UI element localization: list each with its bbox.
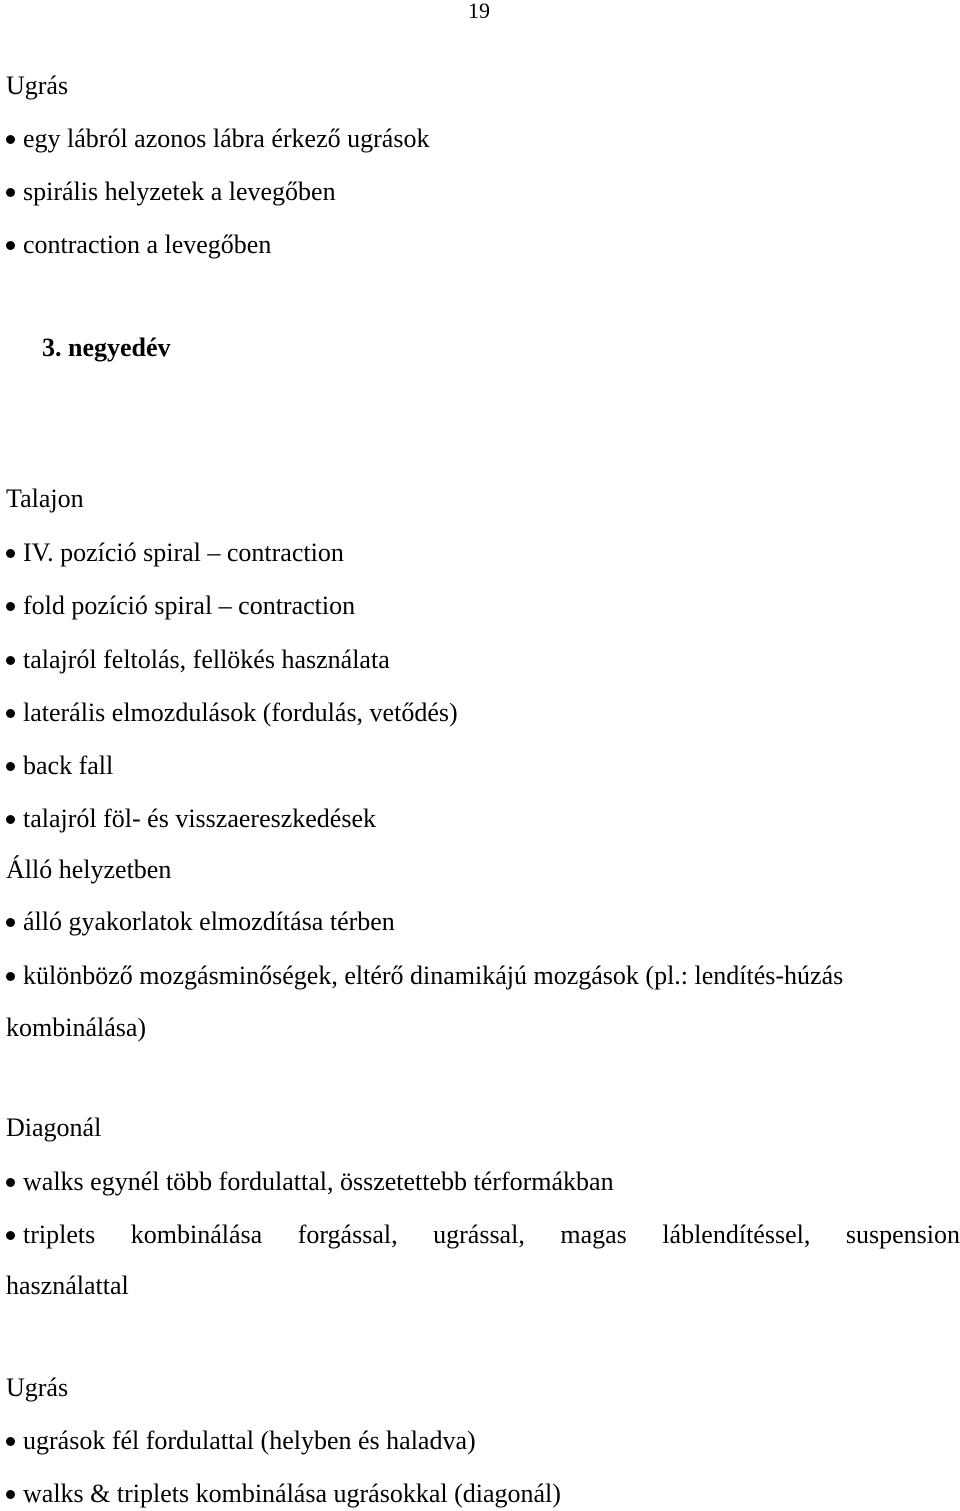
list-item-text: laterális elmozdulások (fordulás, vetődés) [23, 698, 458, 727]
list-item-text: talajról föl- és visszaereszkedések [23, 804, 377, 833]
list-item [6, 907, 395, 937]
list-item-text: walks & triplets kombinálása ugrásokkal (diagonál) [23, 1479, 561, 1508]
list-item [6, 751, 113, 781]
list-item [6, 124, 429, 154]
list-item-text: ugrások fél fordulattal (helyben és haladva) [23, 1426, 476, 1455]
list-item-text: spirális helyzetek a levegőben [23, 177, 336, 206]
quarter-heading: 3. negyedév [42, 333, 171, 362]
list-item-continuation: kombinálása) [6, 1013, 147, 1042]
list-item-text: back fall [23, 751, 114, 780]
list-item-text: álló gyakorlatok elmozdítása térben [23, 907, 395, 936]
page-number: 19 [468, 0, 490, 23]
list-item [6, 1426, 476, 1456]
list-item [6, 538, 344, 568]
section-heading-diagonal: Diagonál [6, 1113, 102, 1142]
list-item [6, 230, 271, 260]
list-item-text: egy lábról azonos lábra érkező ugrások [23, 124, 430, 153]
list-item-text: IV. pozíció spiral – contraction [23, 538, 344, 567]
list-item-text: talajról feltolás, fellökés használata [23, 645, 390, 674]
list-item-text: különböző mozgásminőségek, eltérő dinamikájú mozgások (pl.: lendítés-húzás [23, 961, 844, 990]
section-heading-ugras: Ugrás [6, 71, 69, 100]
section-heading-allo: Álló helyzetben [6, 855, 172, 884]
section-heading-talajon: Talajon [6, 484, 84, 513]
list-item [6, 804, 376, 834]
section-heading-ugras-2: Ugrás [6, 1373, 69, 1402]
list-item [6, 1479, 561, 1509]
list-item-text: triplets kombinálása forgással, ugrással, magas láblendítéssel, suspension [23, 1220, 960, 1249]
list-item-text: fold pozíció spiral – contraction [23, 591, 356, 620]
list-item-continuation: használattal [6, 1271, 129, 1300]
list-item [6, 177, 336, 207]
list-item [6, 591, 355, 621]
list-item [6, 1167, 614, 1197]
list-item-text: walks egynél több fordulattal, összetettebb térformákban [23, 1167, 614, 1196]
list-item [6, 698, 458, 728]
list-item [6, 645, 390, 675]
list-item-text: contraction a levegőben [23, 230, 272, 259]
list-item [6, 961, 843, 991]
list-item [6, 1220, 960, 1250]
